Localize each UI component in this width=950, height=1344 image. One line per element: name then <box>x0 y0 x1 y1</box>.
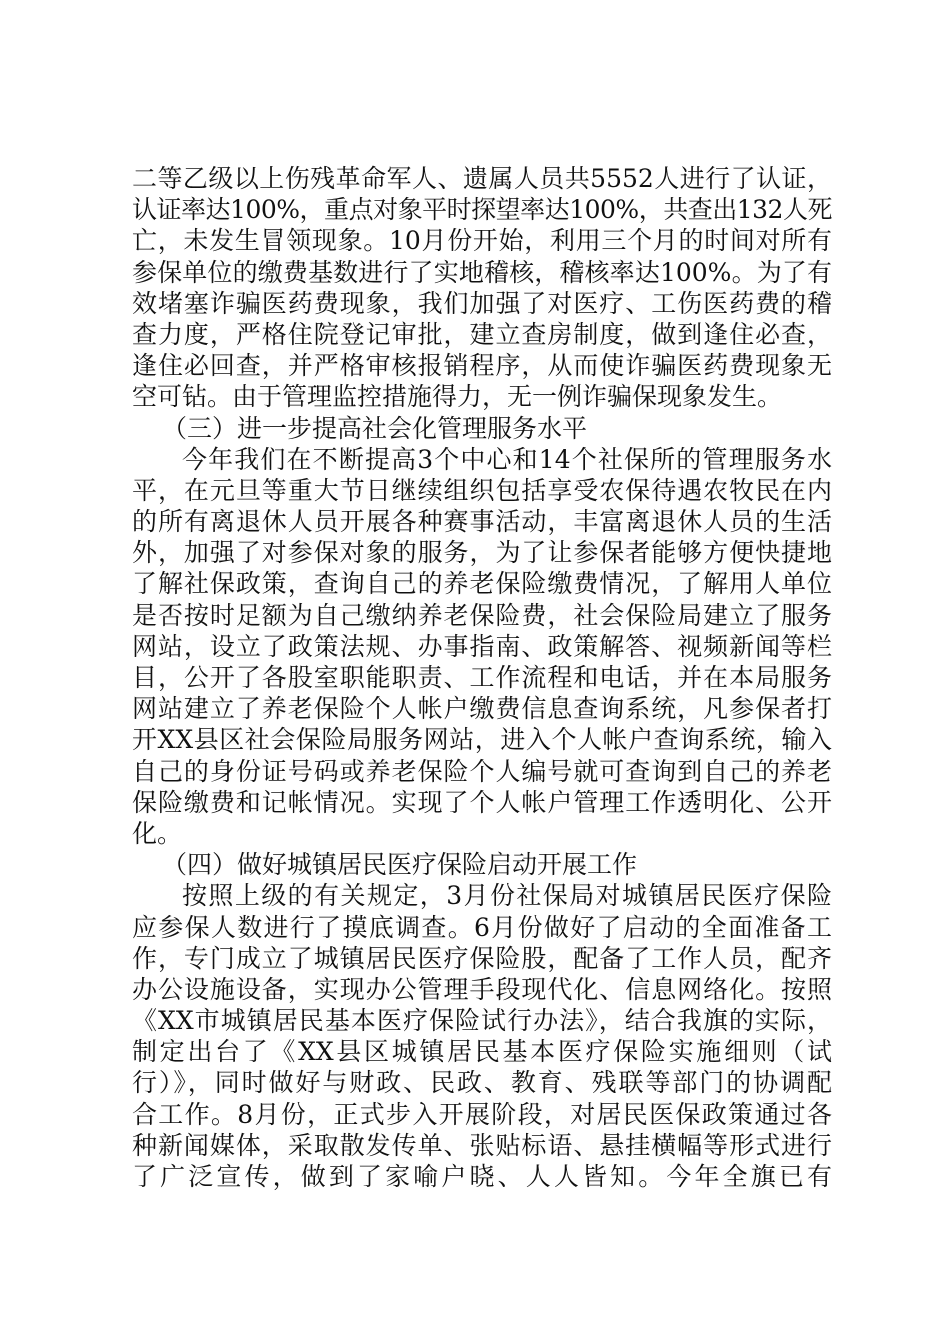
section-heading: （四）做好城镇居民医疗保险启动开展工作 <box>162 850 638 880</box>
text-line: 办公设施设备，实现办公管理手段现代化、信息网络化。按照 <box>132 974 832 1004</box>
paragraph-first-line: 按照上级的有关规定，3月份社保局对城镇居民医疗保险 <box>182 881 832 911</box>
text-line: 网站建立了养老保险个人帐户缴费信息查询系统，凡参保者打 <box>132 694 832 724</box>
paragraph-last-line: 空可钻。由于管理监控措施得力，无一例诈骗保现象发生。 <box>132 382 783 412</box>
document-body-text <box>132 163 832 1192</box>
text-line: 平，在元旦等重大节日继续组织包括享受农保待遇农牧民在内 <box>132 475 832 505</box>
text-line: 亡，未发生冒领现象。10月份开始，利用三个月的时间对所有 <box>132 226 832 256</box>
paragraph-first-line: 今年我们在不断提高3个中心和14个社保所的管理服务水 <box>182 444 832 474</box>
text-line: 的所有离退休人员开展各种赛事活动，丰富离退休人员的生活 <box>132 507 832 537</box>
text-line: 行）》，同时做好与财政、民政、教育、残联等部门的协调配 <box>132 1068 832 1098</box>
text-line: 了广泛宣传，做到了家喻户晓、人人皆知。今年全旗已有 <box>132 1162 832 1191</box>
text-line: 作，专门成立了城镇居民医疗保险股，配备了工作人员，配齐 <box>132 943 832 973</box>
text-line: 自己的身份证号码或养老保险个人编号就可查询到自己的养老 <box>132 756 832 786</box>
text-line: 应参保人数进行了摸底调查。6月份做好了启动的全面准备工 <box>132 912 832 942</box>
text-line: 参保单位的缴费基数进行了实地稽核，稽核率达100%。为了有 <box>132 257 832 287</box>
text-line: 二等乙级以上伤残革命军人、遗属人员共5552人进行了认证， <box>132 164 832 193</box>
section-heading: （三）进一步提高社会化管理服务水平 <box>162 413 588 443</box>
text-line: 了解社保政策，查询自己的养老保险缴费情况，了解用人单位 <box>132 569 832 599</box>
text-line: 《XX市城镇居民基本医疗保险试行办法》，结合我旗的实际， <box>132 1006 832 1036</box>
text-line: 是否按时足额为自己缴纳养老保险费，社会保险局建立了服务 <box>132 600 832 630</box>
text-line: 逢住必回查，并严格审核报销程序，从而使诈骗医药费现象无 <box>132 351 832 381</box>
text-line: 认证率达100%，重点对象平时探望率达100%，共查出132人死 <box>132 195 832 225</box>
text-line: 开XX县区社会保险局服务网站，进入个人帐户查询系统，输入 <box>132 725 832 755</box>
text-line: 外，加强了对参保对象的服务，为了让参保者能够方便快捷地 <box>132 538 832 568</box>
text-line: 网站，设立了政策法规、办事指南、政策解答、视频新闻等栏 <box>132 631 832 661</box>
text-line: 目，公开了各股室职能职责、工作流程和电话，并在本局服务 <box>132 663 832 692</box>
text-line: 种新闻媒体，采取散发传单、张贴标语、悬挂横幅等形式进行 <box>132 1130 832 1160</box>
text-line: 保险缴费和记帐情况。实现了个人帐户管理工作透明化、公开 <box>132 787 832 817</box>
text-line: 制定出台了《XX县区城镇居民基本医疗保险实施细则（试 <box>132 1037 832 1067</box>
text-line: 合工作。8月份，正式步入开展阶段，对居民医保政策通过各 <box>132 1099 832 1129</box>
paragraph-last-line: 化。 <box>132 818 183 848</box>
text-line: 查力度，严格住院登记审批，建立查房制度，做到逢住必查， <box>132 319 832 349</box>
text-line: 效堵塞诈骗医药费现象，我们加强了对医疗、工伤医药费的稽 <box>132 288 832 318</box>
